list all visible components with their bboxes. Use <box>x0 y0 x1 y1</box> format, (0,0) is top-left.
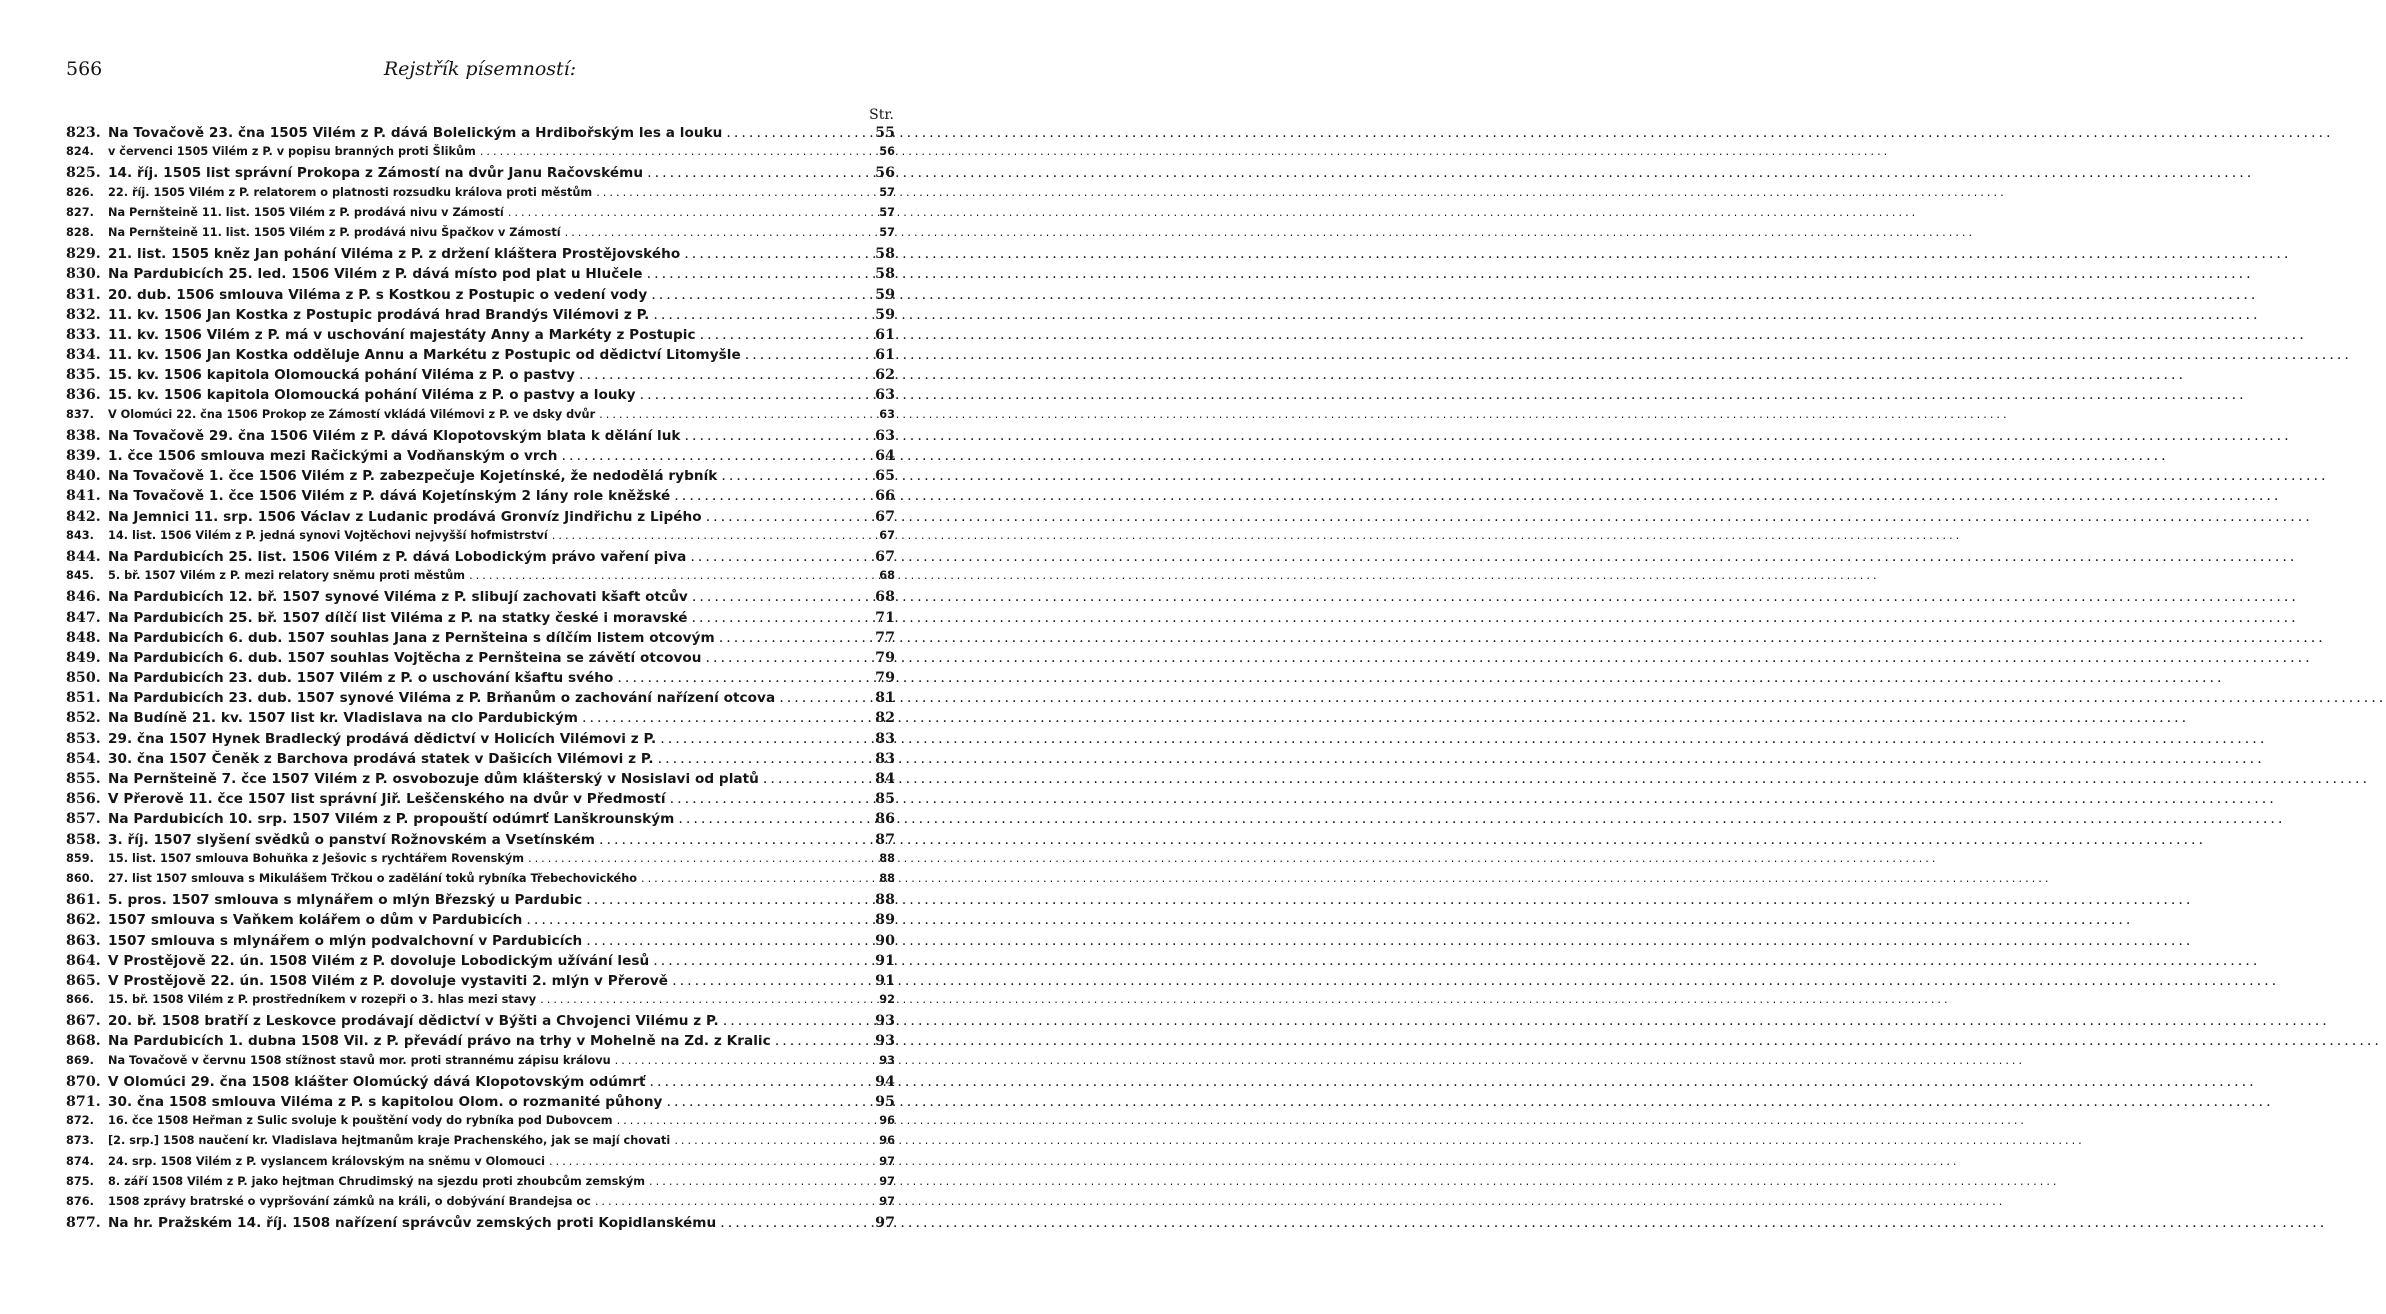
entry-number: 877. <box>66 1215 101 1232</box>
register-entry <box>66 347 895 367</box>
entry-number: 852. <box>66 710 101 727</box>
leader-dots <box>723 1013 871 1029</box>
entry-text: V Přerově 11. čce 1507 list správní Jiř. Leščenského na dvůr v Předmostí <box>108 791 666 808</box>
entry-number: 874. <box>66 1154 94 1168</box>
leader-dots <box>615 1054 871 1067</box>
entry-text: Na Pardubicích 23. dub. 1507 synové Viléma z P. Brňanům o zachování nařízení otcova <box>108 690 776 707</box>
entry-page: 71 <box>875 609 895 626</box>
register-entry <box>66 529 895 549</box>
entry-text: 14. list. 1506 Vilém z P. jedná synovi Vojtěchovi nejvyšší hofmistrství <box>108 528 548 542</box>
register-entry <box>66 872 895 892</box>
leader-dots <box>660 731 871 747</box>
entry-text: Na Pardubicích 23. dub. 1507 Vilém z P. o uschování kšaftu svého <box>108 670 614 687</box>
leader-dots <box>595 1195 871 1208</box>
entry-number: 856. <box>66 791 101 808</box>
leader-dots <box>528 852 871 865</box>
leader-dots <box>617 1114 871 1127</box>
entry-text: 15. kv. 1506 kapitola Olomoucká pohání Viléma z P. o pastvy a louky <box>108 387 636 404</box>
entry-page: 97 <box>879 1194 895 1208</box>
register-entry <box>66 1033 895 1053</box>
leader-dots <box>549 1155 871 1168</box>
entry-text: 22. říj. 1505 Vilém z P. relatorem o platnosti rozsudku králova proti městům <box>108 185 593 199</box>
register-entry <box>66 832 895 852</box>
entry-number: 849. <box>66 649 101 666</box>
register-entry <box>66 226 895 246</box>
entry-text: Na hr. Pražském 14. říj. 1508 nařízení správcův zemských proti Kopidlanskému <box>108 1215 717 1232</box>
entry-page: 63 <box>879 407 895 421</box>
leader-dots <box>692 610 872 626</box>
entry-text: 8. září 1508 Vilém z P. jako hejtman Chrudimský na sjezdu proti zhoubcům zemským <box>108 1174 646 1188</box>
page-number: 566 <box>66 58 103 80</box>
entry-page: 96 <box>879 1134 895 1148</box>
entry-number: 872. <box>66 1114 94 1128</box>
entry-number: 837. <box>66 407 94 421</box>
leader-dots <box>672 973 871 989</box>
register-entry <box>66 731 895 751</box>
entry-text: Na Pardubicích 25. led. 1506 Vilém z P. dává místo pod plat u Hlučele <box>108 266 643 283</box>
register-entry <box>66 428 895 448</box>
leader-dots <box>700 327 871 343</box>
leader-dots <box>647 165 871 181</box>
entry-number: 835. <box>66 367 101 384</box>
register-entry <box>66 1175 895 1195</box>
entry-number: 827. <box>66 205 94 219</box>
leader-dots <box>653 953 871 969</box>
entry-number: 841. <box>66 488 101 505</box>
entry-page: 56 <box>875 165 895 182</box>
entry-number: 843. <box>66 528 94 542</box>
entry-number: 864. <box>66 952 101 969</box>
entry-number: 833. <box>66 326 101 343</box>
entry-page: 66 <box>875 488 895 505</box>
register-entry <box>66 912 895 932</box>
entry-number: 873. <box>66 1134 94 1148</box>
register-entry <box>66 710 895 730</box>
entry-text: 1508 zprávy bratrské o vypršování zámků na králi, o dobývání Brandejsa oc <box>108 1194 591 1208</box>
register-entry <box>66 569 895 589</box>
entry-text: Na Tovačově v červnu 1508 stížnost stavů mor. proti strannému zápisu královu <box>108 1053 611 1067</box>
leader-dots <box>647 266 871 282</box>
leader-dots <box>692 589 871 605</box>
entry-page: 97 <box>875 1215 895 1232</box>
entry-number: 863. <box>66 932 101 949</box>
entry-page: 67 <box>875 508 895 525</box>
entry-page: 89 <box>875 912 895 929</box>
register-entry <box>66 1054 895 1074</box>
entry-text: Na Pardubicích 1. dubna 1508 Vil. z P. převádí právo na trhy v Mohelně na Zd. z Kralic <box>108 1033 771 1050</box>
leader-dots <box>653 307 871 323</box>
entry-page: 82 <box>875 710 895 727</box>
register-entry <box>66 387 895 407</box>
entry-number: 858. <box>66 831 101 848</box>
entry-text: 15. bř. 1508 Vilém z P. prostředníkem v rozepři o 3. hlas mezi stavy <box>108 993 537 1007</box>
entry-text: 16. čce 1508 Heřman z Sulic svoluje k pouštění vody do rybníka pod Dubovcem <box>108 1114 613 1128</box>
leader-dots <box>690 549 871 565</box>
register-entry <box>66 1195 895 1215</box>
entry-number: 865. <box>66 972 101 989</box>
entry-page: 84 <box>875 771 895 787</box>
register-entry <box>66 549 895 569</box>
entry-page: 94 <box>875 1073 895 1090</box>
entry-text: 1. čce 1506 smlouva mezi Račickými a Vodňanským o vrch <box>108 448 558 464</box>
entry-number: 860. <box>66 871 94 885</box>
register-entry <box>66 165 895 185</box>
entry-page: 97 <box>879 1174 895 1188</box>
entry-number: 876. <box>66 1194 94 1208</box>
entry-page: 63 <box>875 427 895 444</box>
leader-dots <box>480 145 871 158</box>
entry-number: 828. <box>66 225 94 239</box>
entry-page: 93 <box>875 1013 895 1030</box>
entry-number: 830. <box>66 266 101 283</box>
entry-page: 81 <box>875 690 895 707</box>
leader-dots <box>596 186 871 199</box>
leader-dots <box>651 287 871 303</box>
entry-number: 859. <box>66 851 94 865</box>
leader-dots <box>640 387 871 403</box>
entry-number: 851. <box>66 690 101 707</box>
entry-text: 14. říj. 1505 list správní Prokopa z Zámostí na dvůr Janu Račovskému <box>108 165 644 182</box>
entry-page: 56 <box>879 145 895 159</box>
entry-number: 854. <box>66 750 101 767</box>
entry-text: Na Tovačově 23. čna 1505 Vilém z P. dává Bolelickým a Hrdibořským les a louku <box>108 125 723 141</box>
entry-page: 88 <box>879 871 895 885</box>
register-entry <box>66 630 895 650</box>
page-column-label: Str. <box>869 107 894 123</box>
entry-number: 826. <box>66 185 94 199</box>
entry-number: 857. <box>66 811 101 828</box>
leader-dots <box>641 872 871 885</box>
entry-number: 847. <box>66 609 101 626</box>
entry-page: 64 <box>875 448 895 464</box>
entry-page: 57 <box>879 205 895 219</box>
entry-page: 85 <box>875 791 895 808</box>
entry-text: 1507 smlouva s Vaňkem kolářem o dům v Pardubicích <box>108 912 523 929</box>
register-entry <box>66 246 895 266</box>
entry-number: 848. <box>66 629 101 646</box>
entry-number: 867. <box>66 1013 101 1030</box>
leader-dots <box>540 993 871 1006</box>
leader-dots <box>508 206 871 219</box>
entry-text: 15. list. 1507 smlouva Bohuňka z Ješovic s rychtářem Rovenským <box>108 851 524 865</box>
entry-page: 55 <box>875 125 895 141</box>
entry-number: 842. <box>66 508 101 525</box>
entry-number: 862. <box>66 912 101 929</box>
entry-page: 58 <box>875 266 895 283</box>
entry-number: 824. <box>66 145 94 159</box>
register-entry <box>66 791 895 811</box>
entry-page: 91 <box>875 952 895 969</box>
entry-page: 68 <box>879 569 895 583</box>
entry-page: 61 <box>875 347 895 364</box>
entry-text: V Prostějově 22. ún. 1508 Vilém z P. dovoluje Lobodickým užívání lesů <box>108 952 650 969</box>
leader-dots <box>599 832 871 848</box>
leader-dots <box>670 791 871 807</box>
entry-text: 5. bř. 1507 Vilém z P. mezi relatory sněmu proti městům <box>108 569 466 583</box>
entry-text: 11. kv. 1506 Jan Kostka z Postupic prodává hrad Brandýs Vilémovi z P. <box>108 306 650 323</box>
leader-dots <box>552 529 871 542</box>
register-entry <box>66 186 895 206</box>
leader-dots <box>674 488 871 504</box>
entry-text: 11. kv. 1506 Jan Kostka odděluje Annu a Markétu z Postupic od dědictví Litomyšle <box>108 347 741 364</box>
running-title: Rejstřík písemností: <box>383 58 577 80</box>
register-entry <box>66 690 895 710</box>
entry-text: 11. kv. 1506 Vilém z P. má v uschování majestáty Anny a Markéty z Postupic <box>108 326 696 343</box>
register-entry <box>66 610 895 630</box>
register-entry <box>66 852 895 872</box>
entry-text: 27. list 1507 smlouva s Mikulášem Trčkou o zadělání toků rybníka Třebechovického <box>108 871 637 885</box>
leader-dots <box>469 569 871 582</box>
register-entry <box>66 145 895 165</box>
entry-number: 846. <box>66 589 101 606</box>
register-entry <box>66 1094 895 1114</box>
entry-page: 57 <box>879 225 895 239</box>
entry-number: 831. <box>66 286 101 303</box>
register-entry <box>66 266 895 286</box>
entry-page: 95 <box>875 1094 895 1110</box>
entry-page: 93 <box>879 1053 895 1067</box>
register-entry <box>66 206 895 226</box>
entry-number: 836. <box>66 387 101 404</box>
entry-text: 24. srp. 1508 Vilém z P. vyslancem královským na sněmu v Olomouci <box>108 1154 546 1168</box>
leader-dots <box>582 710 871 726</box>
entry-text: 29. čna 1507 Hynek Bradlecký prodává dědictví v Holicích Vilémovi z P. <box>108 730 657 747</box>
register-entry <box>66 670 895 690</box>
register-entry <box>66 953 895 973</box>
entry-page: 91 <box>875 972 895 989</box>
entry-text: 30. čna 1508 smlouva Viléma z P. s kapitolou Olom. o rozmanité půhony <box>108 1094 663 1110</box>
entry-page: 68 <box>875 589 895 606</box>
entry-number: 871. <box>66 1094 101 1110</box>
entry-page: 61 <box>875 326 895 343</box>
register-entry <box>66 892 895 912</box>
entry-number: 853. <box>66 730 101 747</box>
entry-text: Na Pardubicích 12. bř. 1507 synové Viléma z P. slibují zachovati kšaft otcův <box>108 589 688 606</box>
entry-text: Na Pernšteině 7. čce 1507 Vilém z P. osvobozuje dům klášterský v Nosislavi od platů <box>108 771 759 787</box>
entry-page: 93 <box>875 1033 895 1050</box>
entry-text: 1507 smlouva s mlynářem o mlýn podvalchovní v Pardubicích <box>108 932 583 949</box>
entry-text: 3. říj. 1507 slyšení svědků o panství Rožnovském a Vsetínském <box>108 831 595 848</box>
entry-text: 15. kv. 1506 kapitola Olomoucká pohání Viléma z P. o pastvy <box>108 367 575 384</box>
leader-dots <box>706 509 871 525</box>
entry-text: V Olomúci 22. čna 1506 Prokop ze Zámostí vkládá Vilémovi z P. ve dsky dvůr <box>108 407 596 421</box>
leader-dots <box>666 1094 871 1110</box>
entry-page: 96 <box>879 1114 895 1128</box>
register-entry <box>66 751 895 771</box>
leader-dots <box>719 630 871 646</box>
entry-number: 840. <box>66 468 101 485</box>
entry-page: 83 <box>875 730 895 747</box>
entry-text: Na Tovačově 29. čna 1506 Vilém z P. dává Klopotovským blata k dělání luk <box>108 427 681 444</box>
entry-text: 30. čna 1507 Čeněk z Barchova prodává statek v Dašicích Vilémovi z P. <box>108 750 654 767</box>
register-entry <box>66 993 895 1013</box>
entry-number: 829. <box>66 246 101 263</box>
leader-dots <box>586 933 871 949</box>
leader-dots <box>684 246 871 262</box>
entry-text: Na Pernšteině 11. list. 1505 Vilém z P. prodává nivu Špačkov v Zámostí <box>108 225 561 239</box>
leader-dots <box>745 347 871 363</box>
leader-dots <box>650 1074 871 1090</box>
leader-dots <box>720 1215 871 1231</box>
register-entry <box>66 468 895 488</box>
register-entry <box>66 408 895 428</box>
register-entry <box>66 771 895 791</box>
leader-dots <box>599 408 871 421</box>
entry-page: 87 <box>875 831 895 848</box>
entry-number: 844. <box>66 548 101 565</box>
leader-dots <box>685 428 871 444</box>
register-entry <box>66 1215 895 1235</box>
register-entry <box>66 811 895 831</box>
entry-number: 868. <box>66 1033 101 1050</box>
entry-text: Na Tovačově 1. čce 1506 Vilém z P. dává Kojetínským 2 lány role kněžské <box>108 488 671 505</box>
entry-number: 870. <box>66 1073 101 1090</box>
entry-text: V Prostějově 22. ún. 1508 Vilém z P. dovoluje vystaviti 2. mlýn v Přerově <box>108 972 669 989</box>
entry-number: 861. <box>66 892 101 909</box>
entry-text: Na Pardubicích 25. list. 1506 Vilém z P. dává Lobodickým právo vaření piva <box>108 548 687 565</box>
entry-text: Na Pardubicích 10. srp. 1507 Vilém z P. propouští odúmrť Lanškrounským <box>108 811 675 828</box>
register-entry <box>66 973 895 993</box>
leader-dots <box>649 1175 871 1188</box>
entry-number: 823. <box>66 125 101 141</box>
register-entry <box>66 1134 895 1154</box>
register-entry <box>66 125 895 145</box>
entry-text: V Olomúci 29. čna 1508 klášter Olomúcký dává Klopotovským odúmrť <box>108 1073 646 1090</box>
register-entry <box>66 1155 895 1175</box>
entry-page: 57 <box>879 185 895 199</box>
entry-page: 90 <box>875 932 895 949</box>
entry-number: 855. <box>66 771 101 787</box>
entry-page: 83 <box>875 750 895 767</box>
entry-number: 866. <box>66 993 94 1007</box>
entry-page: 58 <box>875 246 895 263</box>
register-entry <box>66 307 895 327</box>
entry-text: 5. pros. 1507 smlouva s mlynářem o mlýn Březský u Pardubic <box>108 892 583 909</box>
entry-page: 79 <box>875 649 895 666</box>
entry-number: 875. <box>66 1174 94 1188</box>
entry-text: [2. srp.] 1508 naučení kr. Vladislava hejtmanům kraje Prachenského, jak se mají chovati <box>108 1134 671 1148</box>
entry-number: 825. <box>66 165 101 182</box>
leader-dots <box>706 650 872 666</box>
entry-page: 88 <box>879 851 895 865</box>
entry-page: 92 <box>879 993 895 1007</box>
entry-number: 869. <box>66 1053 94 1067</box>
entry-text: v červenci 1505 Vilém z P. v popisu branných proti Šlikům <box>108 145 476 159</box>
entry-number: 834. <box>66 347 101 364</box>
entry-page: 59 <box>875 306 895 323</box>
register-entry <box>66 589 895 609</box>
entry-page: 97 <box>879 1154 895 1168</box>
entry-text: Na Budíně 21. kv. 1507 list kr. Vladislava na clo Pardubickým <box>108 710 579 727</box>
entry-page: 79 <box>875 670 895 687</box>
register-entry <box>66 488 895 508</box>
leader-dots <box>617 670 871 686</box>
register-entry <box>66 650 895 670</box>
entry-page: 86 <box>875 811 895 828</box>
register-entry <box>66 509 895 529</box>
entry-page: 88 <box>875 892 895 909</box>
entry-number: 838. <box>66 427 101 444</box>
register-entries <box>66 125 895 1235</box>
leader-dots <box>586 892 871 908</box>
entry-text: Na Pernšteině 11. list. 1505 Vilém z P. prodává nivu v Zámostí <box>108 205 504 219</box>
entry-text: Na Jemnici 11. srp. 1506 Václav z Ludanic prodává Gronvíz Jindřichu z Lipého <box>108 508 702 525</box>
leader-dots <box>779 690 871 706</box>
leader-dots <box>579 367 871 383</box>
entry-number: 850. <box>66 670 101 687</box>
entry-page: 65 <box>875 468 895 485</box>
entry-page: 67 <box>879 528 895 542</box>
leader-dots <box>526 912 871 928</box>
entry-text: Na Pardubicích 6. dub. 1507 souhlas Jana z Pernšteina s dílčím listem otcovým <box>108 629 715 646</box>
register-entry <box>66 1074 895 1094</box>
register-entry <box>66 367 895 387</box>
document-page <box>0 0 960 1314</box>
entry-text: Na Tovačově 1. čce 1506 Vilém z P. zabezpečuje Kojetínské, že nedodělá rybník <box>108 468 718 485</box>
register-entry <box>66 1114 895 1134</box>
leader-dots <box>658 751 871 767</box>
register-entry <box>66 287 895 307</box>
leader-dots <box>775 1033 871 1049</box>
register-entry <box>66 933 895 953</box>
leader-dots <box>726 125 871 141</box>
entry-page: 63 <box>875 387 895 404</box>
register-entry <box>66 327 895 347</box>
entry-page: 77 <box>875 629 895 646</box>
register-entry <box>66 1013 895 1033</box>
entry-number: 839. <box>66 448 101 464</box>
entry-number: 845. <box>66 569 94 583</box>
entry-text: Na Pardubicích 6. dub. 1507 souhlas Vojtěcha z Pernšteina se závětí otcovou <box>108 649 702 666</box>
leader-dots <box>763 771 871 787</box>
entry-page: 62 <box>875 367 895 384</box>
entry-number: 832. <box>66 306 101 323</box>
leader-dots <box>721 468 871 484</box>
leader-dots <box>562 448 872 464</box>
leader-dots <box>674 1134 871 1147</box>
leader-dots <box>678 811 871 827</box>
entry-page: 67 <box>875 548 895 565</box>
entry-text: Na Pardubicích 25. bř. 1507 dílčí list Viléma z P. na statky české i moravské <box>108 609 688 626</box>
entry-text: 21. list. 1505 kněz Jan pohání Viléma z P. z držení kláštera Prostějovského <box>108 246 681 263</box>
entry-page: 59 <box>875 286 895 303</box>
register-entry <box>66 448 895 468</box>
entry-text: 20. dub. 1506 smlouva Viléma z P. s Kostkou z Postupic o vedení vody <box>108 286 648 303</box>
entry-text: 20. bř. 1508 bratří z Leskovce prodávají dědictví v Býšti a Chvojenci Vilému z P. <box>108 1013 719 1030</box>
leader-dots <box>565 226 871 239</box>
